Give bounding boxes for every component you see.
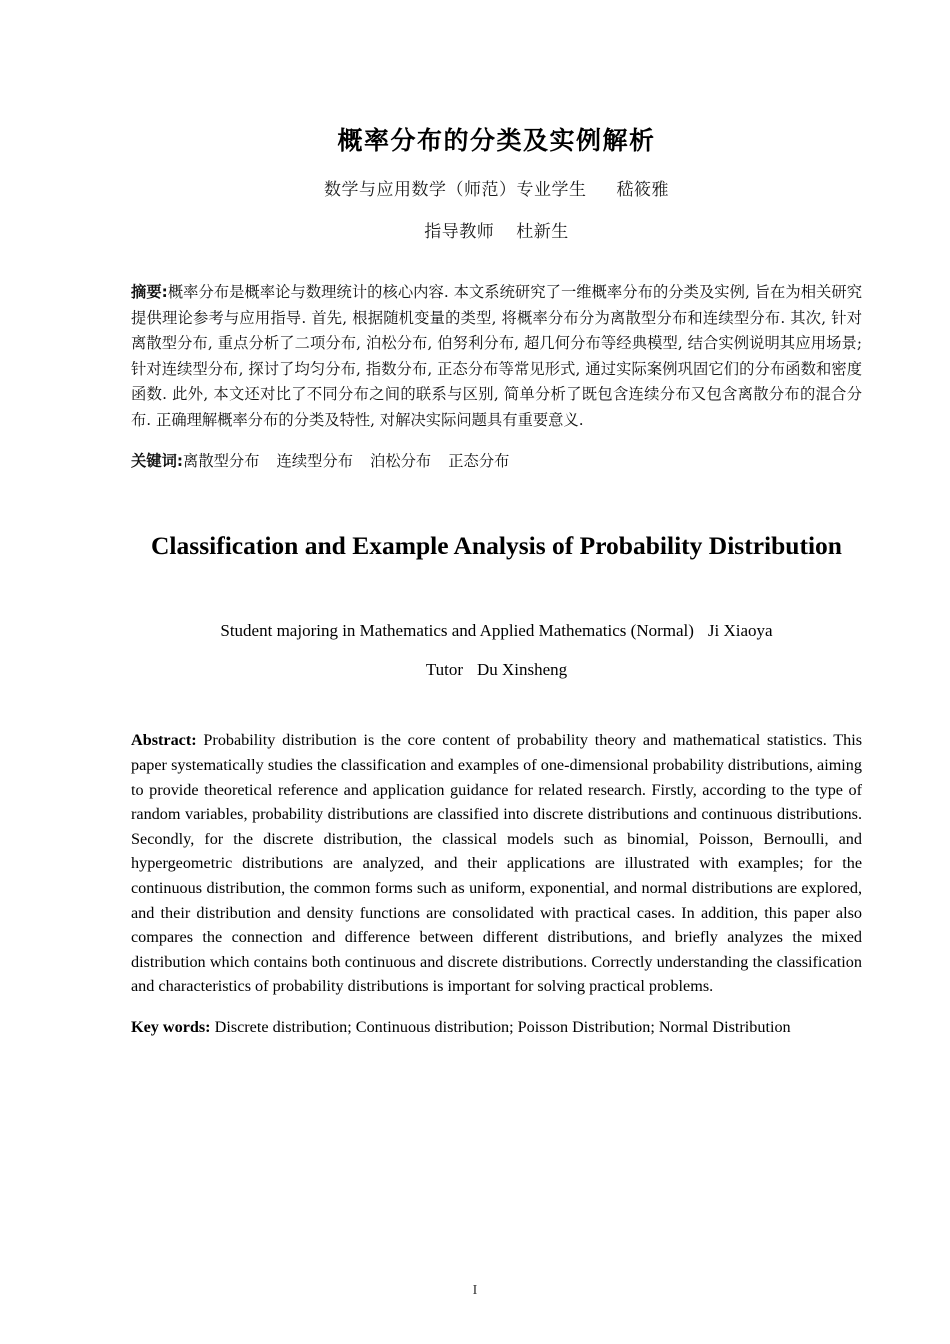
chinese-author-line	[131, 175, 862, 205]
chinese-keyword-item: 连续型分布	[276, 451, 354, 470]
english-author-line	[131, 618, 862, 644]
chinese-author-name: 嵇筱雅	[616, 180, 669, 200]
english-keywords-label: Key words:	[131, 1018, 211, 1037]
english-abstract-paragraph	[131, 728, 862, 999]
chinese-tutor-name: 杜新生	[516, 222, 569, 242]
english-abstract-label: Abstract:	[131, 731, 197, 750]
chinese-keywords-line	[131, 449, 862, 475]
english-tutor-name: Du Xinsheng	[476, 660, 568, 680]
page-number-footer: I	[472, 1283, 478, 1298]
english-tutor-role: Tutor	[425, 660, 463, 680]
english-tutor-line	[131, 657, 862, 683]
english-author-role: Student majoring in Mathematics and Applied Mathematics (Normal)	[220, 621, 694, 641]
chinese-keyword-item: 正态分布	[448, 451, 510, 470]
chinese-keywords-label: 关键词:	[131, 451, 184, 470]
english-abstract-text: Probability distribution is the core content of probability theory and mathematical statistics. This paper systematically studies the classification and examples of one-dimensional probability distributions, aiming to provide theoretical reference and application guidance for related research. Firstly, according to the type of random variables, probability distributions are classified into discrete distributions and continuous distributions. Secondly, for the discrete distribution, the classical models such as binomial, Poisson, Bernoulli, and hypergeometric distributions are analyzed, and their applications are illustrated with examples; for the continuous distribution, the common forms such as uniform, exponential, and normal distributions are explored, and their distribution and density functions are consolidated with practical cases. In addition, this paper also compares the connection and difference between different distributions, and briefly analyzes the mixed distribution which contains both continuous and discrete distributions. Correctly understanding the classification and characteristics of probability distributions is important for solving practical problems.	[131, 731, 863, 996]
chinese-keyword-item: 离散型分布	[183, 451, 260, 470]
chinese-author-role: 数学与应用数学（师范）专业学生	[324, 180, 587, 200]
chinese-tutor-line	[131, 217, 862, 247]
english-title: Classification and Example Analysis of Probability Distribution	[151, 531, 842, 561]
chinese-abstract-text: 概率分布是概率论与数理统计的核心内容. 本文系统研究了一维概率分布的分类及实例, 旨在为相关研究提供理论参考与应用指导. 首先, 根据随机变量的类型, 将概率分布分为离散型分布和连续型分布. 其次, 针对离散型分布, 重点分析了二项分布, 泊松分布, 伯努利分布, 超几何分布等经典模型, 结合实例说明其应用场景; 针对连续型分布, 探讨了均匀分布, 指数分布, 正态分布等常见形式, 通过实际案例巩固它们的分布函数和密度函数. 此外, 本文还对比了不同分布之间的联系与区别, 简单分析了既包含连续分布又包含离散分布的混合分布. 正确理解概率分布的分类及特性, 对解决实际问题具有重要意义.	[131, 283, 863, 429]
english-keywords-line	[131, 1015, 862, 1040]
chinese-abstract-label: 摘要:	[131, 283, 168, 301]
chinese-keyword-item: 泊松分布	[370, 451, 432, 470]
chinese-tutor-role: 指导教师	[424, 222, 495, 242]
english-keywords-text: Discrete distribution; Continuous distribution; Poisson Distribution; Normal Distribution	[214, 1018, 791, 1037]
english-author-name: Ji Xiaoya	[707, 621, 773, 641]
chinese-abstract-paragraph	[131, 280, 862, 434]
chinese-title: 概率分布的分类及实例解析	[337, 126, 656, 155]
page-content-column	[131, 0, 862, 1056]
